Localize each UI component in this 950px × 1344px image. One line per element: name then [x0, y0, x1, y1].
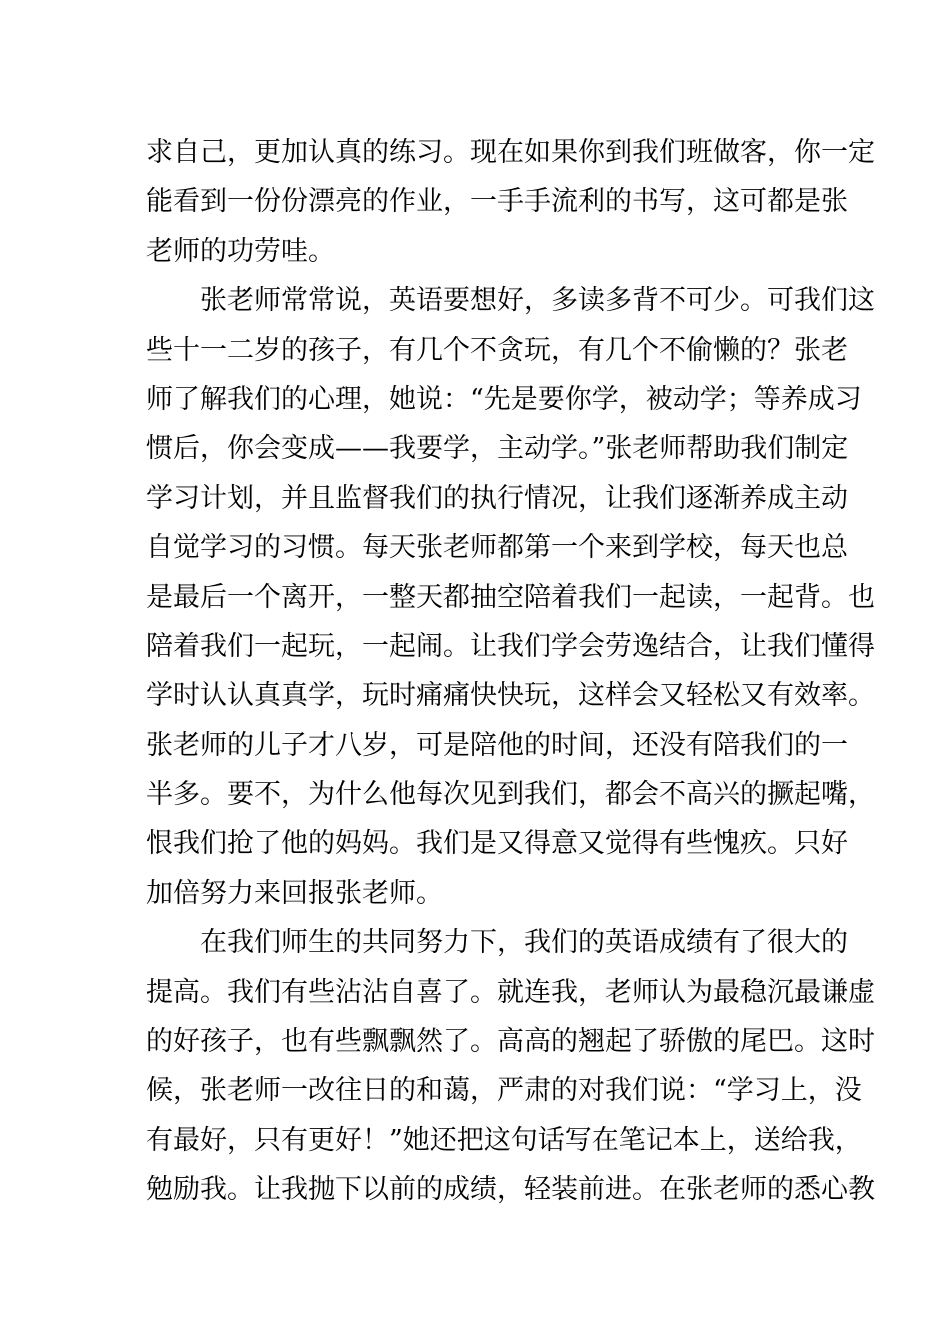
text-line: 勉励我。让我抛下以前的成绩，轻装前进。在张老师的悉心教: [146, 1174, 875, 1206]
text-line: 学习计划，并且监督我们的执行情况，让我们逐渐养成主动: [146, 482, 848, 514]
body-text: [146, 128, 875, 1215]
paragraph-first-line: 张老师常常说，英语要想好，多读多背不可少。可我们这: [200, 285, 875, 317]
text-line: 加倍努力来回报张老师。: [146, 877, 443, 909]
text-line: 候，张老师一改往日的和蔼，严肃的对我们说：“学习上，没: [146, 1075, 862, 1107]
text-line: 张老师的儿子才八岁，可是陪他的时间，还没有陪我们的一: [146, 729, 848, 761]
text-line: 恨我们抢了他的妈妈。我们是又得意又觉得有些愧疚。只好: [146, 828, 848, 860]
text-line: 提高。我们有些沾沾自喜了。就连我，老师认为最稳沉最谦虚: [146, 976, 875, 1008]
paragraph-first-line: 在我们师生的共同努力下，我们的英语成绩有了很大的: [200, 927, 848, 959]
text-line: 求自己，更加认真的练习。现在如果你到我们班做客，你一定: [146, 137, 875, 168]
text-line: 陪着我们一起玩，一起闹。让我们学会劳逸结合，让我们懂得: [146, 630, 875, 662]
text-line: 惯后，你会变成——我要学，主动学。”张老师帮助我们制定: [146, 433, 849, 465]
text-line: 老师的功劳哇。: [146, 235, 335, 267]
text-line: 师了解我们的心理，她说：“先是要你学，被动学；等养成习: [146, 383, 862, 415]
text-line: 自觉学习的习惯。每天张老师都第一个来到学校，每天也总: [146, 532, 848, 564]
text-line: 是最后一个离开，一整天都抽空陪着我们一起读，一起背。也: [146, 581, 875, 613]
text-line: 能看到一份份漂亮的作业，一手手流利的书写，这可都是张: [146, 186, 848, 218]
text-line: 学时认认真真学，玩时痛痛快快玩，这样会又轻松又有效率。: [146, 680, 875, 712]
text-line: 有最好，只有更好！”她还把这句话写在笔记本上，送给我，: [146, 1124, 862, 1156]
text-line: 些十一二岁的孩子，有几个不贪玩，有几个不偷懒的？张老: [146, 334, 848, 366]
text-line: 的好孩子，也有些飘飘然了。高高的翘起了骄傲的尾巴。这时: [146, 1026, 875, 1058]
text-line: 半多。要不，为什么他每次见到我们，都会不高兴的撅起嘴，: [146, 779, 875, 811]
